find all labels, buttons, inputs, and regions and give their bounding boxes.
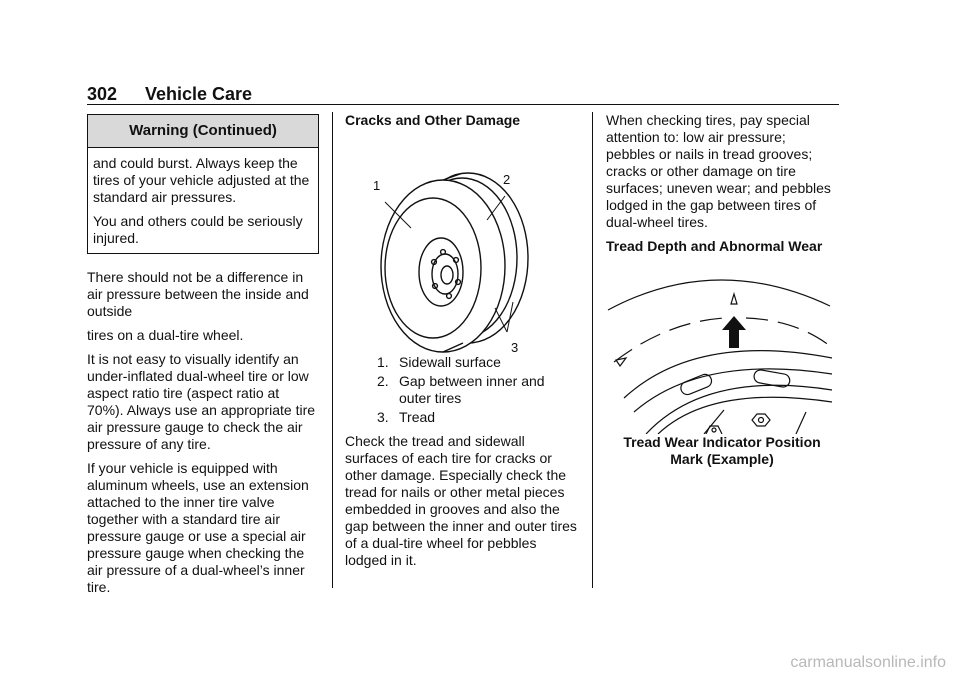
column-one bbox=[87, 114, 319, 603]
column-three bbox=[606, 112, 838, 475]
callout-1: 1 bbox=[373, 178, 381, 193]
body-paragraph: If your vehicle is equipped with aluminum wheels, use an extension attached to the inner tire valve together with a standard tire air pressure gauge or use a special air pressure gauge when checking the air pressure of a dual-wheel’s inner tire. bbox=[87, 460, 309, 595]
body-paragraph: tires on a dual-tire wheel. bbox=[87, 327, 244, 343]
tire-outer-arc bbox=[608, 280, 830, 310]
column-two bbox=[345, 112, 577, 576]
body-paragraph: It is not easy to visually identify an under-inflated dual-wheel tire or low aspect ratio tire (aspect ratio at 70%). Always use an appropriate tire air pressure gauge to check the air pressure of any tire. bbox=[87, 351, 316, 452]
header-rule bbox=[87, 104, 839, 105]
section-heading-tread: Tread Depth and Abnormal Wear bbox=[606, 238, 823, 254]
legend-item: 1. Sidewall surface bbox=[377, 354, 501, 370]
warning-body bbox=[88, 148, 318, 253]
dual-tire-illustration bbox=[345, 136, 577, 354]
figure-caption: Tread Wear Indicator Position Mark (Example) bbox=[623, 434, 821, 467]
page-header bbox=[87, 84, 839, 106]
warning-box bbox=[87, 114, 319, 254]
page-number: 302 bbox=[87, 84, 118, 104]
figure-legend bbox=[345, 354, 577, 426]
body-paragraph: When checking tires, pay special attention to: low air pressure; pebbles or nails in tread grooves; cracks or other damage on tire surfaces; uneven wear; and pebbles lodged in the gap between tires of dual-wheel tires. bbox=[606, 112, 831, 230]
column-divider-left bbox=[332, 112, 333, 588]
indicator-arrow bbox=[722, 316, 746, 348]
tread-wear-indicator-illustration bbox=[606, 262, 838, 434]
warning-paragraph: You and others could be seriously injured. bbox=[93, 213, 303, 246]
callout-2: 2 bbox=[503, 172, 511, 187]
body-paragraph: There should not be a difference in air pressure between the inside and outside bbox=[87, 269, 309, 319]
page-footer bbox=[0, 656, 960, 678]
watermark: carmanualsonline.info bbox=[790, 654, 946, 671]
warning-paragraph: and could burst. Always keep the tires of your vehicle adjusted at the standard air pressures. bbox=[93, 155, 310, 205]
legend-item: 2. Gap between inner and outer tires bbox=[377, 373, 545, 406]
section-title: Vehicle Care bbox=[145, 84, 253, 104]
body-paragraph: Check the tread and sidewall surfaces of each tire for cracks or other damage. Especially check the tread for nails or other metal pieces embedded in grooves and also the gap between the inner and outer tires of a dual-tire wheel for pebbles lodged in it. bbox=[345, 433, 577, 568]
section-heading-cracks: Cracks and Other Damage bbox=[345, 112, 521, 128]
column-divider-right bbox=[592, 112, 593, 588]
warning-title: Warning (Continued) bbox=[88, 115, 318, 148]
tread-wear-mark-top bbox=[731, 294, 737, 304]
tread-wear-mark-left bbox=[616, 358, 626, 366]
callout-3: 3 bbox=[511, 340, 519, 354]
inner-tire-outline bbox=[381, 180, 505, 352]
legend-item: 3. Tread bbox=[377, 409, 436, 425]
